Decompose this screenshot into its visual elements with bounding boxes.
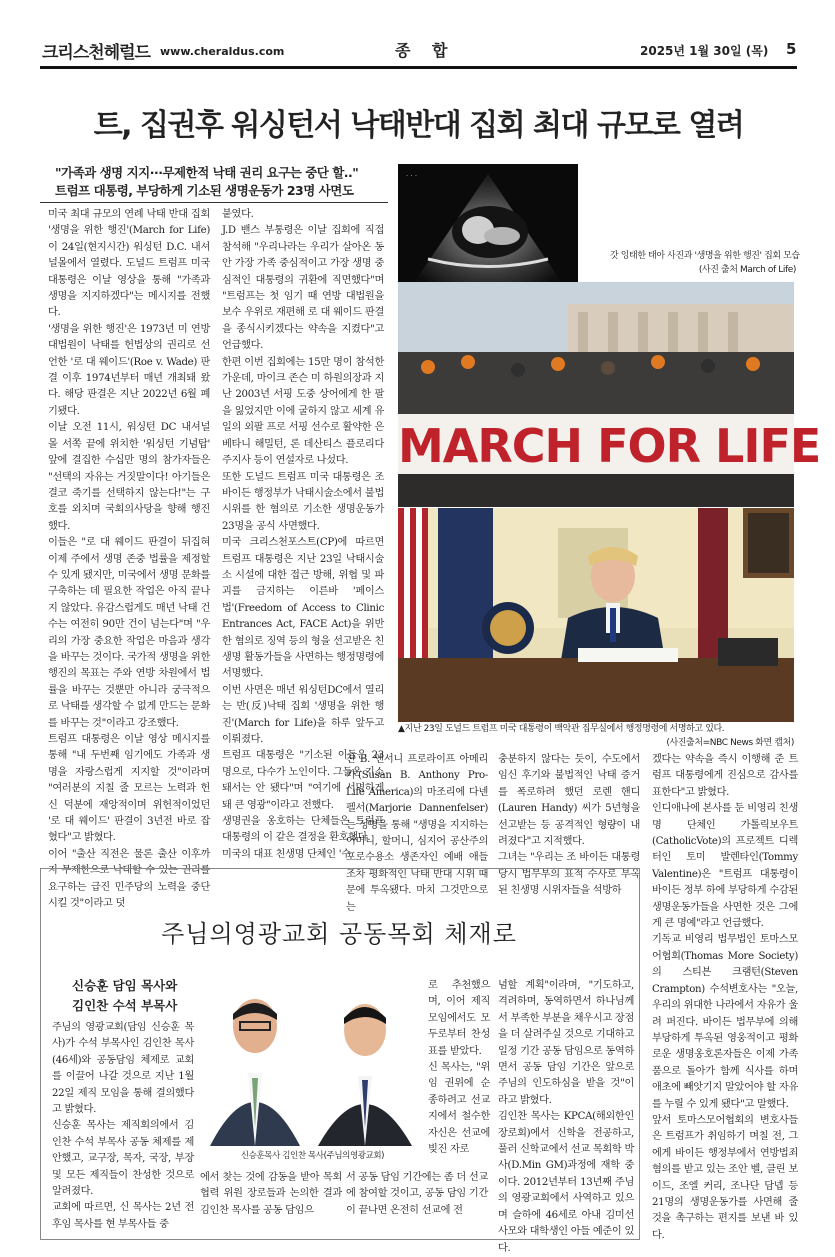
- oval-office-image: [398, 508, 794, 722]
- photo1-caption-2: (사진 출처 March of Life): [698, 265, 796, 275]
- church-column-4: 념할 계획"이라며, "기도하고, 격려하며, 동역하면서 하나님께서 부족한 부분을 채우시고 장점을 더 살려주실 것으로 기대하고 일정 기간 공동 담임으로 동역하면서 공동 담임 기간은 앞으로 주님의 인도하심을 받을 것"이라고 밝혔다. 김인찬 목사는 KPCA(해외한인장로회)에서 신학을 전공하고, 풀러 신학교에서 선교 목회학 박사(D.Min GM)과정에 재학 중이다. 2012년부터 13년째 주님의 영광교회에서 사역하고 있으며 슬하에 46세로 아내 김미선 사모와 대학생인 아들 예준이 있다.: [498, 980, 634, 1254]
- trump-signing-photo: [398, 508, 794, 722]
- church-column-3: 로 추천했으며, 이어 제직 모임에서도 모두로부터 찬성표를 받았다. 신 목사는, "위임 권위에 순종하려고 선교지에서 철수한 자신은 선교에 빚진 자로: [428, 980, 490, 1156]
- header-rule: [40, 66, 797, 69]
- newspaper-url[interactable]: www.cheraldus.com: [160, 45, 285, 58]
- march-crowd-image: [398, 282, 821, 507]
- church-column-1: 주님의 영광교회(담임 신승훈 목사)가 수석 부목사인 김인찬 목사(46세)와 공동담임 체제로 교회를 이끌어 나갈 것으로 지난 1월 22일 제직 모임을 통해 결의했다고 밝혔다. 신승훈 목사는 제직회의에서 김인찬 수석 부목사 공동 체제를 제안했고, 교구장, 목자, 국장, 부장 및 모든 제직들이 찬성한 것으로 알려졌다. 교회에 따르면, 신 목사는 2년 전 후임 목사를 현 부목사들 중: [52, 1022, 194, 1230]
- article-column-3: 잔 B. 앤서니 프로라이프 아메리카'(Susan B. Anthony Pro-Life America)의 마조리에 다넨펠서(Marjorie Dannenfelser)는 성명을 통해 "생명을 지지하는 어머니, 할머니, 심지어 공산주의 포로수용소 생존자인 예배 애들조차 평화적인 낙태 반대 시위 때문에 투옥됐다. 마치 그것만으로는: [346, 754, 488, 913]
- photo2-caption-1: ▲지난 23일 도널드 트럼프 미국 대통령이 백악관 집무실에서 행정명령에 서명하고 있다.: [398, 724, 725, 734]
- ultrasound-image: [398, 164, 578, 294]
- photo2-caption-2: (사진출처=NBC News 화면 캡처): [666, 738, 794, 748]
- article-subheadline-1: "가족과 생명 지지···무제한적 낙태 권리 요구는 중단 할..": [55, 165, 359, 180]
- svg-text:· · ·: · · ·: [406, 172, 418, 180]
- article-column-2: 붙였다. J.D 밴스 부통령은 이날 집회에 직접 참석해 "우리나라는 우리가 살아온 동안 가장 가족 중심적이고 가장 생명 중심적인 대통령의 귀환에 직면했다"며 "트럼프는 첫 임기 때 연방 대법원을 보수 우위로 재편해 로 대 웨이드 판결을 종식시키겠다는 약속을 지켰다"고 언급했다. 한편 이번 집회에는 15만 명이 참석한 가운데, 마이크 존슨 미 하원의장과 지난 2003년 서핑 도중 상어에게 한 팔을 잃었지만 이에 굴하지 않고 세계 유일의 외팔 프로 서핑 선수로 활약한 은 베타니 해밀턴, 론 데산티스 플로리다 주지사 등이 연설자로 나섰다. 또한 도널드 트럼프 미국 대통령은 조 바이든 행정부가 낙태시술소에서 불법 시위를 한 혐의로 기소한 생명운동가 23명을 공식 사면했다. 미국 크리스천포스트(CP)에 따르면 트럼프 대통령은 지난 23일 낙태시술소 시설에 대한 접근 방해, 위협 및 파괴를 금지하는 이른바 '페이스법'(Freedom of Access to Clinic Entrances Act, FACE Act)을 위반한 혐의로 징역 등의 형을 선고받은 친생명 활동가들을 사면하는 행정명령에 서명했다. 이번 사면은 매년 워싱턴DC에서 열리는 반(反)낙태 집회 '생명을 위한 행진'(March for Life)을 하루 앞두고 이뤄졌다. 트럼프 대통령은 "기소된 이들은 23명으로, 다수가 노인이다. 그들은 기소돼서는 안 됐다"며 "여기에 서명하게 돼 큰 영광"이라고 전했다. 생명권을 옹호하는 단체들은 트럼프 대통령의 이 같은 결정을 환호했다. 미국의 대표 친생명 단체인 '수: [222, 209, 384, 860]
- pastors-photo-caption: 신승훈목사 김인찬 목사(주님의영광교회): [240, 1151, 385, 1161]
- ultrasound-photo: [398, 164, 578, 294]
- march-banner-text: MARCH FOR LIFE: [398, 419, 821, 473]
- pastors-photo: [200, 978, 425, 1146]
- newspaper-brand: 크리스천헤럴드: [42, 43, 150, 63]
- article-column-1: 미국 최대 규모의 연례 낙태 반대 집회 '생명을 위한 행진'(March for Life)이 24일(현지시간) 워싱턴 D.C. 내셔널몰에서 열렸다. 도널드 트럼프 미국 대통령은 이날 영상을 통해 "가족과 생명을 지지하겠다"는 메시지를 전했다. '생명을 위한 행진'은 1973년 미 연방대법원이 낙태를 헌법상의 권리로 선언한 '로 대 웨이드'(Roe v. Wade) 판결 이후 1974년부터 매년 개최돼 왔다. 해당 판결은 지난 2022년 6월 폐기됐다. 이날 오전 11시, 워싱턴 DC 내셔널 몰 서쪽 끝에 위치한 '워싱턴 기념탑' 앞에 결집한 수십만 명의 참가자들은 "선택의 자유는 거짓말이다! 아기들은 결코 죽기를 선택하지 않는다!"는 구호를 외치며 국회의사당을 향해 행진했다. 이들은 "로 대 웨이드 판결이 뒤집혀 이제 주에서 생명 존중 법률을 제정할 수 있게 됐지만, 미국에서 생명 문화를 구축하는 데 필요한 작업은 아직 끝나지 않았다. 유감스럽게도 매년 낙태 건수는 여전히 90만 건이 넘는다"며 "우리의 가장 중요한 작업은 마음과 생각을 바꾸는 것이다. 국가적 생명을 위한 행진의 목표는 주와 연방 차원에서 법률을 바꾸는 것뿐만 아니라 궁극적으로 낙태를 생각할 수 없게 만드는 문화를 바꾸는 것"이라고 강조했다. 트럼프 대통령은 이날 영상 메시지를 통해 "내 두번째 임기에도 가족과 생명을 자랑스럽게 지지할 것"이라며 "여러분의 지칠 줄 모르는 노력과 헌신 덕분에 재앙적이며 위헌적이었던 '로 대 웨이드' 판결이 3년전 바로 잡혔다"고 밝혔다. 이어 "출산 직전은 물론 출산 이후까지 무제한으로 낙태할 수 있는 권리를 요구하는 급진 민주당의 노력을 중단시킬 것"이라고 덧: [48, 209, 210, 910]
- photo1-caption-1: 갓 잉태한 태아 사진과 '생명을 위한 행진' 집회 모습: [610, 251, 800, 261]
- article-column-5: 겠다는 약속을 즉시 이행해 준 트럼프 대통령에게 진심으로 감사를 표한다"고 밝혔다. 인디애나에 본사를 둔 비영리 친생명 단체인 가톨릭보우트(CatholicVote)의 프로젝트 디렉터인 토미 발렌타인(Tommy Valentine)은 "트럼프 대통령이 바이든 정부 하에 부당하게 수감된 생명운동가들을 사면한 것은 그에게 큰 명예"라고 언급했다. 기독교 비영리 법무법인 토마스모어협회(Thomas More Society)의 스티븐 크램턴(Steven Crampton) 수석변호사는 "오늘, 우리의 위대한 나라에서 자유가 울려 퍼진다. 바이든 법무부에 의해 부당하게 투옥된 영웅적이고 평화로운 생명옹호론자들은 이제 가족 품으로 돌아가 함께 식사를 하며 애초에 빼앗기지 말았어야 할 자유를 누릴 수 있게 됐다"고 말했다. 앞서 토마스모어협회의 변호사들은 트럼프가 취임하기 며칠 전, 그에게 바이든 행정부에서 연방법죄 혐의를 받고 있는 조안 벨, 클린 보이드, 조엘 커리, 조나단 담넵 등 21명의 생명운동가를 사면해 줄 것을 촉구하는 편지를 보낸 바 있다.: [652, 754, 798, 1241]
- church-article-sub-2: 김인찬 수석 부목사: [72, 998, 178, 1013]
- church-article-sub-1: 신승훈 담임 목사와: [72, 978, 178, 993]
- church-column-2-bottom: 에서 찾는 것에 감동을 받아 목회 협력 위원 장로들과 논의한 결과 김인찬 목사를 공동 담임으: [200, 1172, 342, 1216]
- subheadline-rule: [40, 202, 388, 203]
- article-headline: 트, 집권후 워싱턴서 낙태반대 집회 최대 규모로 열려: [93, 108, 744, 143]
- issue-date: 2025년 1월 30일 (목): [640, 44, 769, 58]
- church-column-3-bottom: 서 공동 담임 기간에는 좀 더 선교에 참여할 것이고, 공동 담임 기간이 끝나면 온전히 선교에 전: [346, 1172, 488, 1216]
- page-number: 5: [786, 40, 797, 58]
- article-column-4: 충분하지 않다는 듯이, 수도에서 임신 후기와 불법적인 낙태 증거를 폭로하려 했던 로렌 핸디(Lauren Handy) 씨가 5년형을 선고받는 등 공격적인 형량이 내려졌다"고 지적했다. 그녀는 "우리는 조 바이든 대통령 당시 법무부의 표적 수사로 부옥된 친생명 시위자들을 석방하: [498, 754, 640, 897]
- pastors-image: [200, 978, 425, 1146]
- section-name: 종 합: [395, 41, 456, 60]
- church-article-title: 주님의영광교회 공동목회 체재로: [161, 920, 517, 948]
- article-subheadline-2: 트럼프 대통령, 부당하게 기소된 생명운동가 23명 사면도: [55, 183, 354, 198]
- march-for-life-photo: [398, 282, 821, 507]
